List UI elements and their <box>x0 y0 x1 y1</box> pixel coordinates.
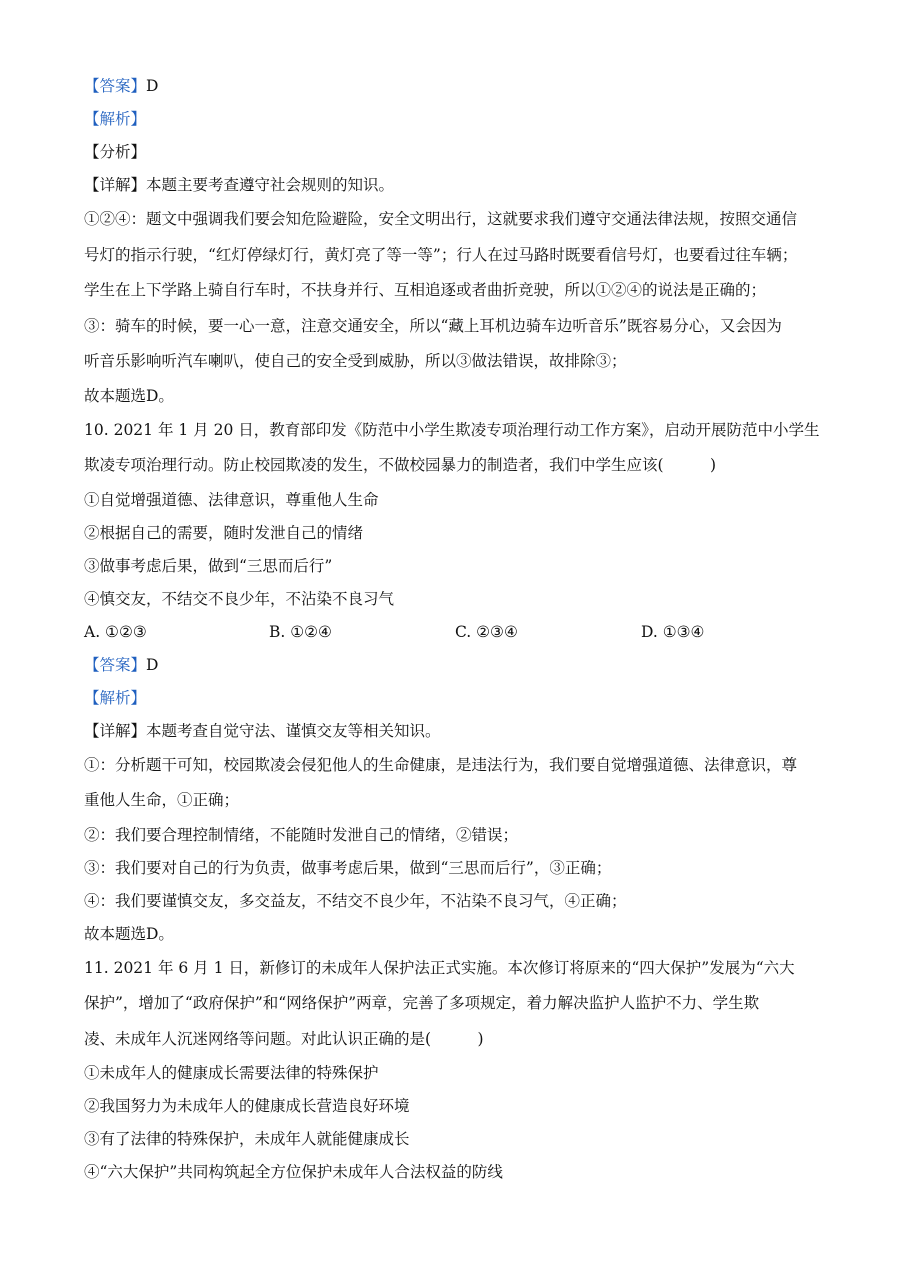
detail-text: 本题考查自觉守法、谨慎交友等相关知识。 <box>146 721 441 740</box>
explanation-line: ③：骑车的时候，要一心一意，注意交通安全，所以“藏上耳机边骑车边听音乐”既容易分心，又会因为 <box>84 316 782 335</box>
question-stem-line: 11. 2021 年 6 月 1 日，新修订的未成年人保护法正式实施。本次修订将原来的“四大保护”发展为“六大 <box>84 958 795 977</box>
explanation-line: 号灯的指示行驶，“红灯停绿灯行，黄灯亮了等一等”；行人在过马路时既要看信号灯，也要看过往车辆； <box>84 245 798 264</box>
option-b: B. ①②④ <box>269 622 332 641</box>
analysis-tag: 【解析】 <box>84 110 147 128</box>
statement-line: ②我国努力为未成年人的健康成长营造良好环境 <box>84 1097 410 1115</box>
explanation-line: ①：分析题干可知，校园欺凌会侵犯他人的生命健康，是违法行为，我们要自觉增强道德、法律意识，尊 <box>84 755 798 774</box>
statement-line: ①自觉增强道德、法律意识，尊重他人生命 <box>84 490 379 509</box>
fenxi-line <box>84 136 844 169</box>
conclusion-line: 故本题选D。 <box>84 386 174 405</box>
options-row <box>84 616 844 649</box>
detail-tag: 【详解】 <box>84 176 147 194</box>
analysis-line <box>84 682 844 715</box>
statement-line: ②根据自己的需要，随时发泄自己的情绪 <box>84 523 364 542</box>
analysis-tag: 【解析】 <box>84 688 147 707</box>
explanation-line: 重他人生命，①正确； <box>84 791 240 809</box>
answer-value: D <box>146 655 159 674</box>
option-c: C. ②③④ <box>455 622 518 641</box>
detail-text: 本题主要考查遵守社会规则的知识。 <box>146 176 395 194</box>
statement-line: ④慎交友，不结交不良少年，不沾染不良习气 <box>84 589 395 608</box>
answer-tag: 【答案】 <box>84 655 147 674</box>
analysis-line <box>84 103 844 136</box>
statement-line: ④“六大保护”共同构筑起全方位保护未成年人合法权益的防线 <box>84 1163 503 1181</box>
explanation-line: 听音乐影响听汽车喇叭，使自己的安全受到威胁，所以③做法错误，故排除③； <box>84 352 627 370</box>
question-stem-line: 10. 2021 年 1 月 20 日，教育部印发《防范中小学生欺凌专项治理行动工作方案》，启动开展防范中小学生 <box>84 420 820 439</box>
question-stem-line: 保护”，增加了“政府保护”和“网络保护”两章，完善了多项规定，着力解决监护人监护不力、学生欺 <box>84 994 760 1012</box>
statement-line: ③做事考虑后果，做到“三思而后行” <box>84 556 333 575</box>
conclusion-line: 故本题选D。 <box>84 924 174 943</box>
detail-line <box>84 715 844 748</box>
answer-tag: 【答案】 <box>84 77 147 95</box>
option-d: D. ①③④ <box>641 622 705 641</box>
explanation-line: ③：我们要对自己的行为负责，做事考虑后果，做到“三思而后行”，③正确； <box>84 858 612 877</box>
answer-line <box>84 649 844 682</box>
explanation-line: ④：我们要谨慎交友，多交益友，不结交不良少年，不沾染不良习气，④正确； <box>84 891 627 910</box>
statement-line: ③有了法律的特殊保护，未成年人就能健康成长 <box>84 1130 410 1148</box>
question-stem-line: 凌、未成年人沉迷网络等问题。对此认识正确的是( ) <box>84 1029 484 1048</box>
answer-line <box>84 70 844 103</box>
detail-line <box>84 169 844 202</box>
explanation-line: ①②④：题文中强调我们要会知危险避险，安全文明出行，这就要求我们遵守交通法律法规，按照交通信 <box>84 210 798 228</box>
statement-line: ①未成年人的健康成长需要法律的特殊保护 <box>84 1064 379 1082</box>
option-a: A. ①②③ <box>84 622 147 641</box>
detail-tag: 【详解】 <box>84 721 147 740</box>
question-stem-line: 欺凌专项治理行动。防止校园欺凌的发生，不做校园暴力的制造者，我们中学生应该( ) <box>84 456 717 474</box>
fenxi-tag: 【分析】 <box>84 143 147 161</box>
explanation-line: ②：我们要合理控制情绪，不能随时发泄自己的情绪，②错误； <box>84 825 519 844</box>
answer-value: D <box>146 77 159 95</box>
explanation-line: 学生在上下学路上骑自行车时，不扶身并行、互相追逐或者曲折竞驶，所以①②④的说法是正确的； <box>84 281 767 299</box>
document-page <box>84 70 844 1189</box>
